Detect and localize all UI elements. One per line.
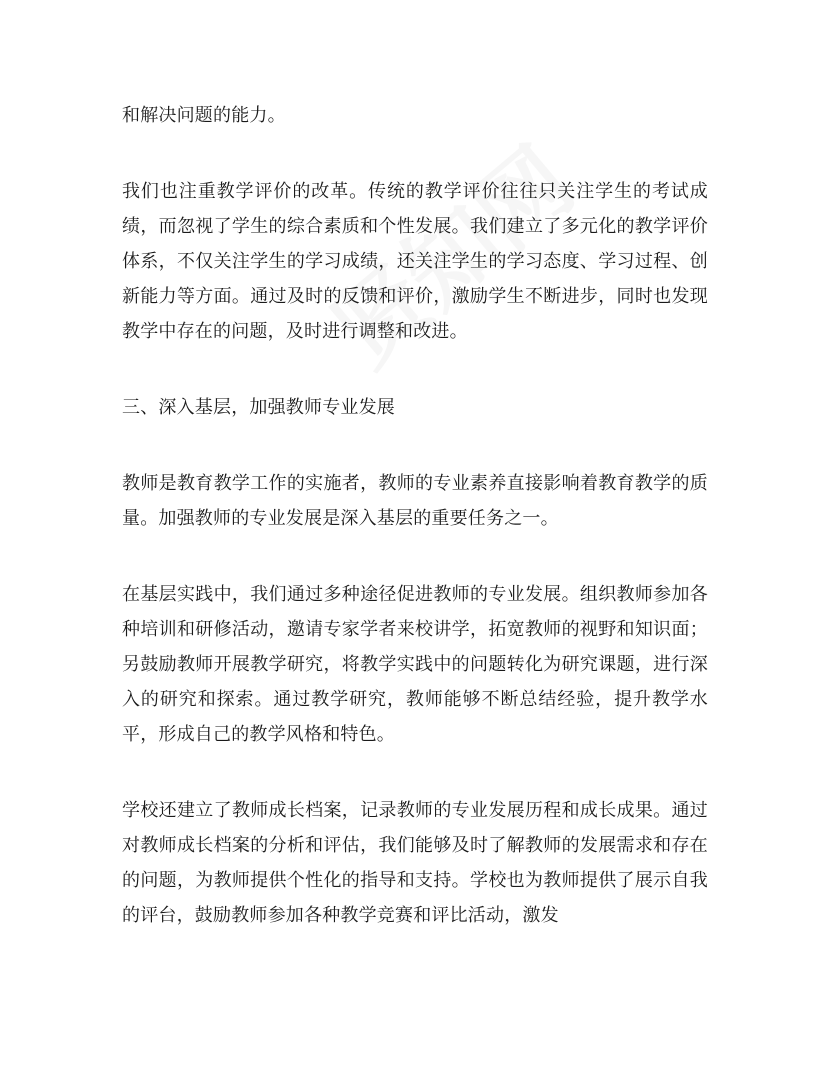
paragraph-teacher-development: 在基层实践中，我们通过多种途径促进教师的专业发展。组织教师参加各种培训和研修活动，邀请专家学者来校讲学，拓宽教师的视野和知识面；另鼓励教师开展教学研究，将教学实践中的问题转化为研究课题，进行深入的研究和探索。通过教学研究，教师能够不断总结经验，提升教学水平，形成自己的教学风格和特色。 — [122, 584, 708, 745]
paragraph-growth-archive: 学校还建立了教师成长档案，记录教师的专业发展历程和成长成果。通过对教师成长档案的分析和评估，我们能够及时了解教师的发展需求和存在的问题，为教师提供个性化的指导和支持。学校也为教师提供了展示自我的评台，鼓励教师参加各种教学竞赛和评比活动，激发 — [122, 800, 708, 926]
document-body — [122, 98, 708, 933]
section-heading: 三、深入基层，加强教师专业发展 — [122, 397, 395, 418]
paragraph-teacher-role: 教师是教育教学工作的实施者，教师的专业素养直接影响着教育教学的质量。加强教师的专业发展是深入基层的重要任务之一。 — [122, 473, 708, 529]
paragraph-continuation: 和解决问题的能力。 — [122, 105, 286, 126]
paragraph-teaching-evaluation: 我们也注重教学评价的改革。传统的教学评价往往只关注学生的考试成绩，而忽视了学生的综合素质和个性发展。我们建立了多元化的教学评价体系，不仅关注学生的学习成绩，还关注学生的学习态度、学习过程、创新能力等方面。通过及时的反馈和评价，激励学生不断进步，同时也发现教学中存在的问题，及时进行调整和改进。 — [122, 181, 708, 342]
